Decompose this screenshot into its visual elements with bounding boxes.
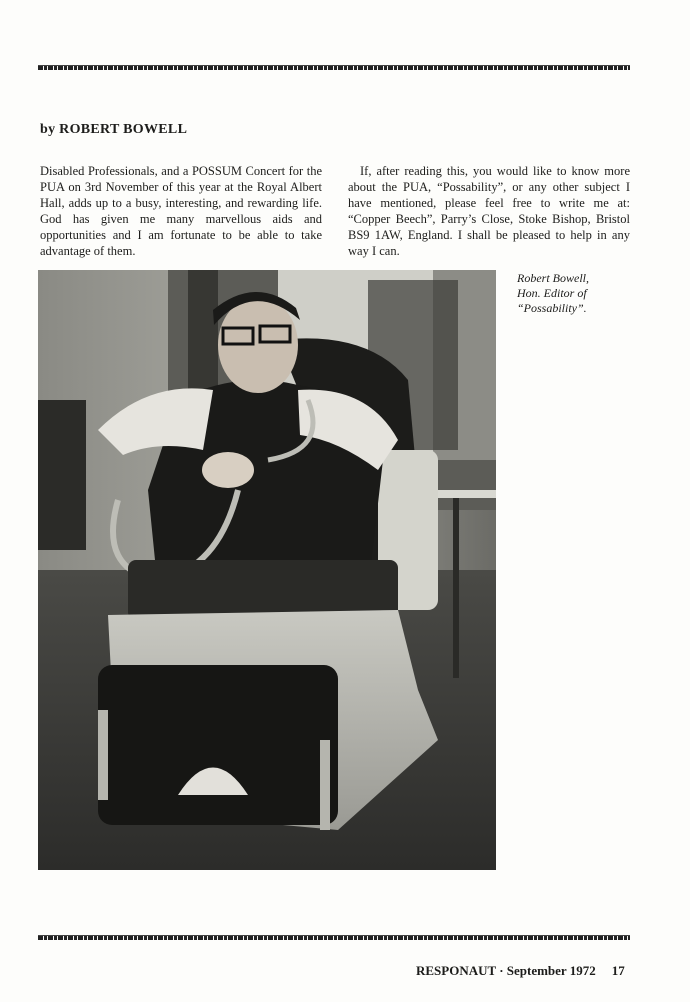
- photo-robert-bowell: [38, 270, 496, 870]
- page-number: 17: [611, 963, 625, 978]
- article-column-right: If, after reading this, you would like to know more about the PUA, “Possability”, or any other subject I have mentioned, please feel free to write me at: “Copper Beech”, Parry’s Close, Stoke Bishop, Bristol BS9 1AW, England. I shall be pleased to help in any way I can.: [348, 164, 630, 258]
- byline: by ROBERT BOWELL: [40, 122, 188, 137]
- footer-publication: RESPONAUT · September 1972: [416, 963, 596, 978]
- article-column-left: Disabled Professionals, and a POSSUM Concert for the PUA on 3rd November of this year at the Royal Albert Hall, adds up to a busy, interesting, and rewarding life. God has given me many marvellous aids and opportunities and I am fortunate to be able to take advantage of them.: [40, 164, 322, 258]
- top-divider: [38, 65, 630, 70]
- caption-title: Hon. Editor of: [517, 286, 587, 300]
- page-footer: [416, 963, 625, 979]
- photo-caption: [517, 271, 667, 316]
- caption-name: Robert Bowell,: [517, 271, 589, 285]
- caption-publication: “Possability”.: [517, 301, 587, 315]
- bottom-divider: [38, 935, 630, 940]
